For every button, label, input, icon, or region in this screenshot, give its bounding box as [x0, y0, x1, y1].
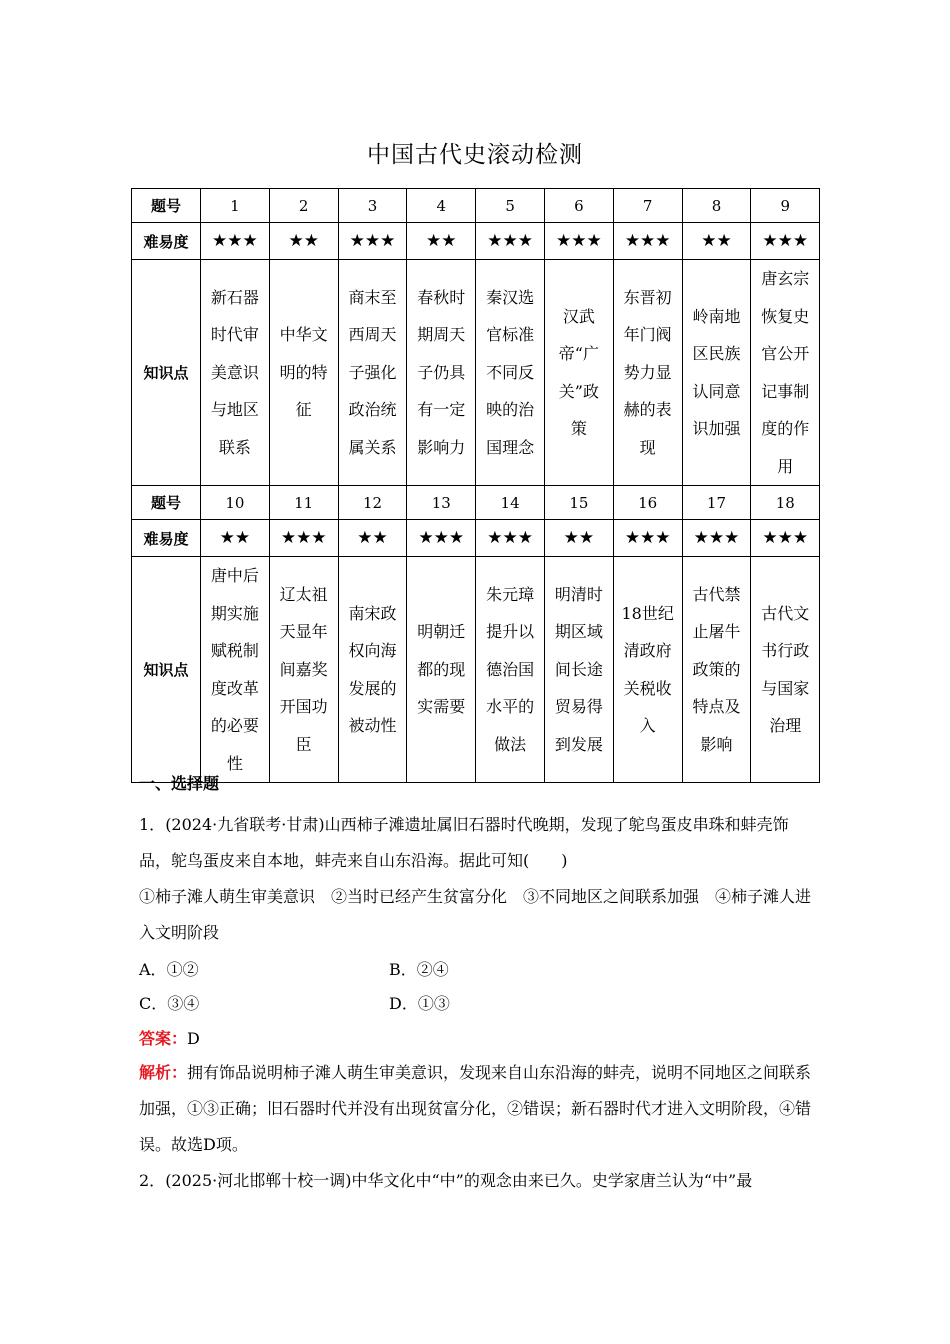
- difficulty-stars: ★★: [338, 520, 407, 557]
- knowledge-text: 中华文明的特征: [279, 325, 328, 420]
- option-b[interactable]: B．②④: [389, 960, 449, 979]
- knowledge-row: [132, 557, 820, 783]
- knowledge-cell: [751, 557, 820, 783]
- knowledge-cell: [338, 557, 407, 783]
- knowledge-cell: [682, 557, 751, 783]
- knowledge-cell: [269, 557, 338, 783]
- question-number: 1．: [139, 815, 166, 834]
- question-2-stem: [139, 1163, 812, 1199]
- knowledge-cell: [544, 260, 613, 486]
- option-d[interactable]: D．①③: [389, 994, 450, 1013]
- question-1-statements: ①柿子滩人萌生审美意识 ②当时已经产生贫富分化 ③不同地区之间联系加强 ④柿子滩人进入文明阶段: [139, 887, 812, 942]
- knowledge-text: 秦汉选官标准不同反映的治国理念: [486, 287, 535, 457]
- knowledge-text: 汉武帝“广关”政策: [558, 306, 599, 438]
- knowledge-cell: [613, 260, 682, 486]
- question-number-cell: 12: [338, 486, 407, 520]
- knowledge-text: 春秋时期周天子仍具有一定影响力: [417, 287, 466, 457]
- question-number-cell: 9: [751, 189, 820, 223]
- difficulty-stars: ★★★: [751, 223, 820, 260]
- knowledge-cell: [544, 557, 613, 783]
- question-number-cell: 15: [544, 486, 613, 520]
- question-number-cell: 5: [476, 189, 545, 223]
- question-number-cell: 13: [407, 486, 476, 520]
- knowledge-cell: [407, 557, 476, 783]
- option-a[interactable]: A．①②: [139, 960, 199, 979]
- difficulty-stars: ★★★: [682, 520, 751, 557]
- explanation-label: 解析：: [139, 1063, 188, 1082]
- knowledge-text: 朱元璋提升以德治国水平的做法: [486, 584, 535, 754]
- row-header-difficulty: 难易度: [132, 223, 201, 260]
- knowledge-text: 18世纪清政府关税收入: [621, 603, 674, 735]
- difficulty-row: [132, 223, 820, 260]
- answer-label: 答案：: [139, 1029, 188, 1048]
- knowledge-text: 明朝迁都的现实需要: [417, 622, 466, 717]
- difficulty-stars: ★★★: [751, 520, 820, 557]
- difficulty-stars: ★★★: [201, 223, 270, 260]
- difficulty-stars: ★★★: [613, 520, 682, 557]
- knowledge-text: 辽太祖天显年间嘉奖开国功臣: [279, 584, 328, 754]
- row-header-knowledge: 知识点: [132, 260, 201, 486]
- knowledge-cell: [476, 557, 545, 783]
- knowledge-text: 古代禁止屠牛政策的特点及影响: [692, 584, 741, 754]
- section-heading: 一、选择题: [139, 774, 220, 793]
- question-number: 2．: [139, 1171, 166, 1190]
- answer-line: [139, 1026, 200, 1049]
- knowledge-text: 新石器时代审美意识与地区联系: [210, 287, 259, 457]
- question-number-cell: 6: [544, 189, 613, 223]
- difficulty-stars: ★★: [201, 520, 270, 557]
- question-text: 山西柿子滩遗址属旧石器时代晚期，发现了鸵鸟蛋皮串珠和蚌壳饰品，鸵鸟蛋皮来自本地，蚌壳来自山东沿海。据此可知( ): [139, 815, 789, 870]
- option-c[interactable]: C．③④: [139, 994, 200, 1013]
- difficulty-stars: ★★: [682, 223, 751, 260]
- knowledge-cell: [201, 557, 270, 783]
- knowledge-text: 南宋政权向海发展的被动性: [348, 603, 397, 735]
- knowledge-text: 商末至西周天子强化政治统属关系: [348, 287, 397, 457]
- difficulty-stars: ★★★: [407, 520, 476, 557]
- knowledge-cell: [682, 260, 751, 486]
- knowledge-text: 唐中后期实施赋税制度改革的必要性: [210, 566, 259, 773]
- knowledge-text: 唐玄宗恢复史官公开记事制度的作用: [761, 269, 810, 476]
- knowledge-cell: [201, 260, 270, 486]
- knowledge-text: 岭南地区民族认同意识加强: [692, 306, 741, 438]
- difficulty-stars: ★★★: [338, 223, 407, 260]
- knowledge-cell: [338, 260, 407, 486]
- difficulty-stars: ★★★: [544, 223, 613, 260]
- question-source: (2025·河北邯郸十校一调): [165, 1171, 352, 1190]
- number-row: [132, 189, 820, 223]
- number-row: [132, 486, 820, 520]
- difficulty-stars: ★★★: [476, 223, 545, 260]
- knowledge-cell: [476, 260, 545, 486]
- question-number-cell: 18: [751, 486, 820, 520]
- knowledge-row: [132, 260, 820, 486]
- difficulty-row: [132, 520, 820, 557]
- question-number-cell: 10: [201, 486, 270, 520]
- knowledge-cell: [751, 260, 820, 486]
- difficulty-stars: ★★★: [269, 520, 338, 557]
- question-number-cell: 1: [201, 189, 270, 223]
- knowledge-cell: [613, 557, 682, 783]
- question-number-cell: 16: [613, 486, 682, 520]
- page-title: 中国古代史滚动检测: [367, 142, 583, 168]
- explanation-text: 拥有饰品说明柿子滩人萌生审美意识，发现来自山东沿海的蚌壳，说明不同地区之间联系加强，①③正确；旧石器时代并没有出现贫富分化，②错误；新石器时代才进入文明阶段，④错误。故选D项。: [139, 1063, 812, 1154]
- question-text: 中华文化中“中”的观念由来已久。史学家唐兰认为“中”最: [351, 1171, 753, 1190]
- difficulty-stars: ★★★: [476, 520, 545, 557]
- row-header-number: 题号: [132, 486, 201, 520]
- row-header-number: 题号: [132, 189, 201, 223]
- question-number-cell: 4: [407, 189, 476, 223]
- question-number-cell: 17: [682, 486, 751, 520]
- question-number-cell: 11: [269, 486, 338, 520]
- knowledge-text: 明清时期区域间长途贸易得到发展: [554, 584, 603, 754]
- question-number-cell: 3: [338, 189, 407, 223]
- question-number-cell: 7: [613, 189, 682, 223]
- difficulty-stars: ★★: [407, 223, 476, 260]
- difficulty-stars: ★★: [269, 223, 338, 260]
- knowledge-cell: [269, 260, 338, 486]
- question-source: (2024·九省联考·甘肃): [165, 815, 325, 834]
- difficulty-stars: ★★★: [613, 223, 682, 260]
- question-number-cell: 8: [682, 189, 751, 223]
- question-number-cell: 14: [476, 486, 545, 520]
- knowledge-text: 东晋初年门阀势力显赫的表现: [623, 287, 672, 457]
- answer-value: D: [187, 1029, 200, 1048]
- knowledge-cell: [407, 260, 476, 486]
- row-header-knowledge: 知识点: [132, 557, 201, 783]
- row-header-difficulty: 难易度: [132, 520, 201, 557]
- knowledge-text: 古代文书行政与国家治理: [761, 603, 810, 735]
- knowledge-table: [131, 188, 820, 783]
- explanation: [139, 1055, 812, 1163]
- question-number-cell: 2: [269, 189, 338, 223]
- question-1-stem: [139, 807, 812, 879]
- difficulty-stars: ★★: [544, 520, 613, 557]
